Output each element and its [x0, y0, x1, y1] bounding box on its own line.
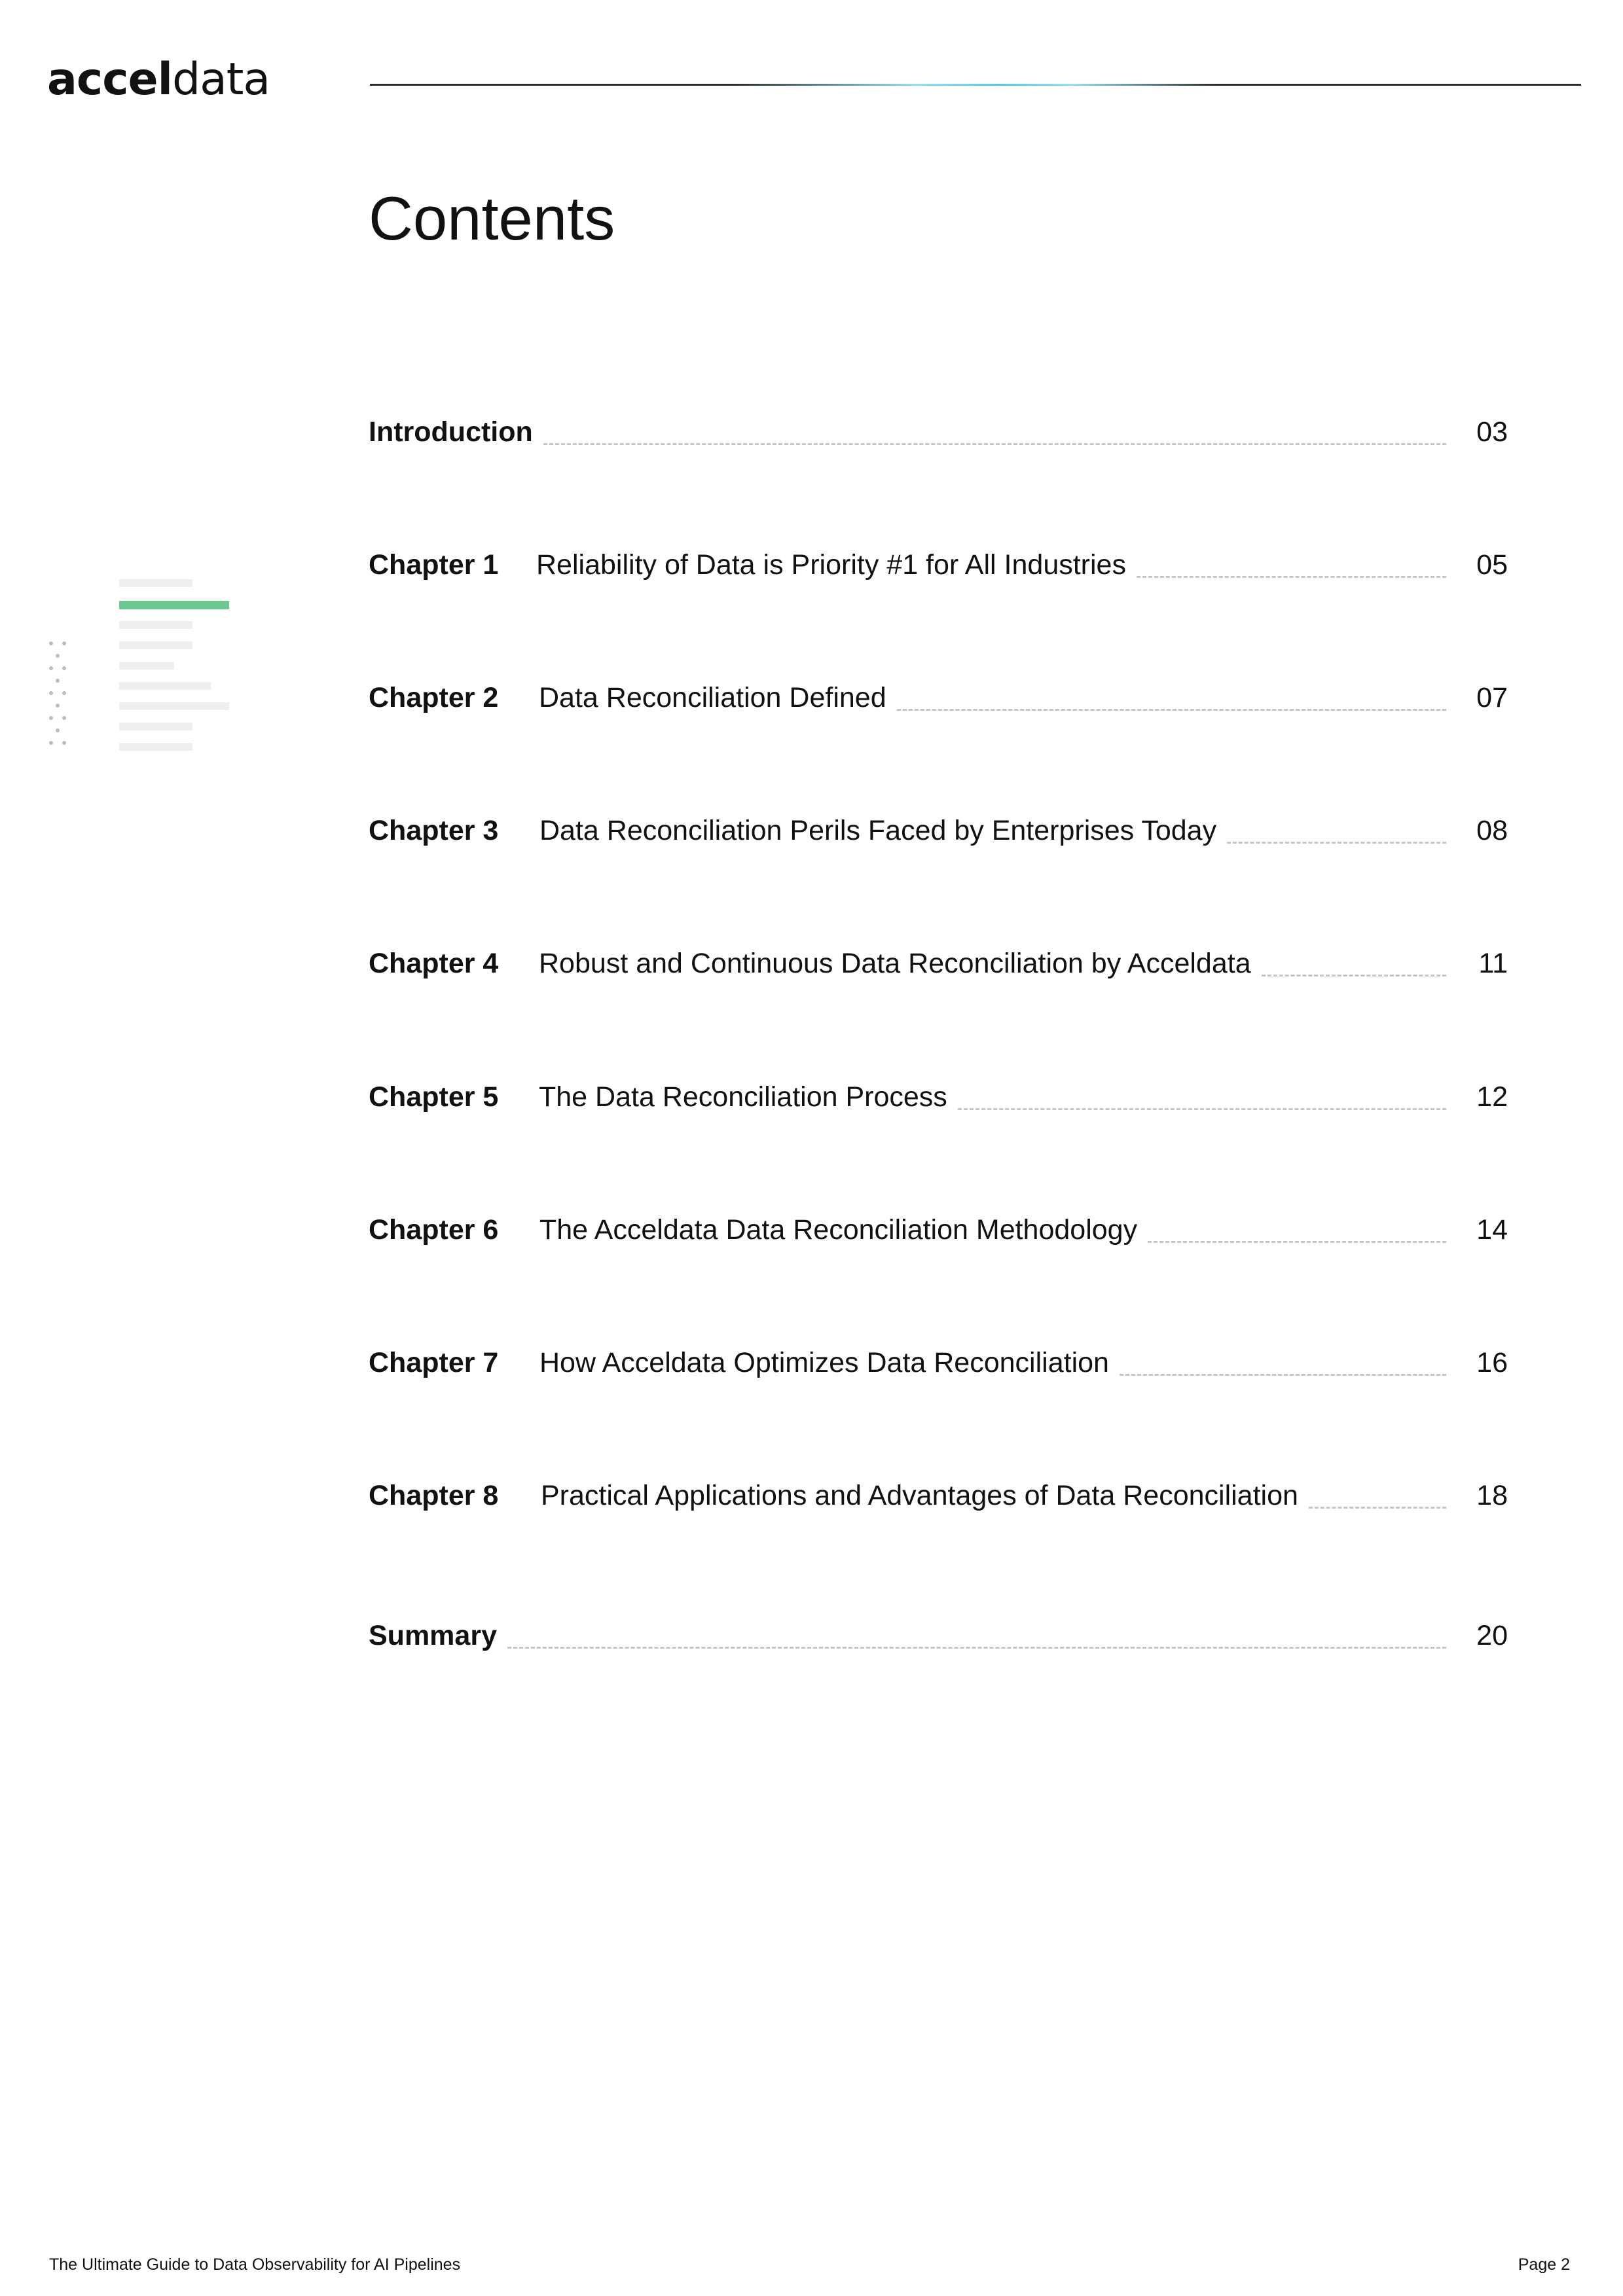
toc-leader [543, 443, 1446, 445]
logo-light-text: data [172, 54, 270, 105]
toc-page-number: 14 [1476, 1214, 1508, 1246]
toc-leader [1262, 975, 1446, 977]
toc-leader [1137, 576, 1446, 578]
dot-grid [49, 641, 66, 745]
footer-page-number: Page 2 [1518, 2255, 1570, 2274]
toc-title: Robust and Continuous Data Reconciliation by Acceldata [539, 948, 1251, 979]
highlighted-bar [119, 601, 229, 609]
toc-page-number: 18 [1476, 1480, 1508, 1511]
toc-leader [897, 709, 1446, 711]
toc-leader [1227, 842, 1446, 844]
toc-entry-summary[interactable] [369, 1616, 1508, 1655]
toc-page-number: 05 [1476, 549, 1508, 581]
toc-leader [958, 1108, 1446, 1110]
toc-label: Chapter 3 [369, 815, 499, 846]
toc-entry-introduction[interactable] [369, 412, 1508, 452]
toc-entry-chapter-4[interactable] [369, 944, 1508, 983]
toc-page-number: 08 [1476, 815, 1508, 846]
toc-leader [1148, 1241, 1446, 1243]
toc-label: Introduction [369, 416, 533, 448]
toc-entry-chapter-2[interactable] [369, 678, 1508, 717]
toc-label: Chapter 1 [369, 549, 499, 581]
toc-entry-chapter-7[interactable] [369, 1343, 1508, 1382]
toc-label: Chapter 5 [369, 1081, 499, 1113]
toc-leader [507, 1647, 1446, 1649]
toc-page-number: 20 [1476, 1620, 1508, 1651]
acceldata-logo [47, 54, 270, 105]
logo-bold-text: accel [47, 54, 172, 105]
toc-title: Data Reconciliation Perils Faced by Enterprises Today [539, 815, 1217, 846]
decorative-list-graphic [47, 576, 244, 759]
toc-entry-chapter-5[interactable] [369, 1077, 1508, 1117]
toc-entry-chapter-3[interactable] [369, 811, 1508, 850]
toc-page-number: 11 [1478, 948, 1508, 979]
footer-document-title: The Ultimate Guide to Data Observability for AI Pipelines [49, 2255, 461, 2274]
toc-label: Chapter 2 [369, 682, 499, 713]
header-rule [370, 84, 1581, 86]
toc-title: How Acceldata Optimizes Data Reconciliation [539, 1347, 1109, 1378]
toc-title: Data Reconciliation Defined [539, 682, 886, 713]
toc-entry-chapter-6[interactable] [369, 1210, 1508, 1249]
toc-title: Reliability of Data is Priority #1 for All Industries [536, 549, 1126, 581]
toc-entry-chapter-1[interactable] [369, 545, 1508, 584]
toc-page-number: 12 [1476, 1081, 1508, 1113]
toc-title: Practical Applications and Advantages of Data Reconciliation [541, 1480, 1298, 1511]
page-title: Contents [369, 184, 615, 253]
toc-label: Chapter 6 [369, 1214, 499, 1246]
toc-leader [1120, 1374, 1446, 1376]
toc-label: Chapter 4 [369, 948, 499, 979]
toc-title: The Data Reconciliation Process [539, 1081, 947, 1113]
toc-title: The Acceldata Data Reconciliation Methodology [539, 1214, 1138, 1246]
toc-entry-chapter-8[interactable] [369, 1476, 1508, 1515]
toc-page-number: 03 [1476, 416, 1508, 448]
toc-leader [1309, 1507, 1446, 1509]
toc-page-number: 07 [1476, 682, 1508, 713]
toc-page-number: 16 [1476, 1347, 1508, 1378]
toc-label: Chapter 7 [369, 1347, 499, 1378]
bar-lines [119, 579, 229, 751]
toc-label: Summary [369, 1620, 497, 1651]
toc-label: Chapter 8 [369, 1480, 499, 1511]
